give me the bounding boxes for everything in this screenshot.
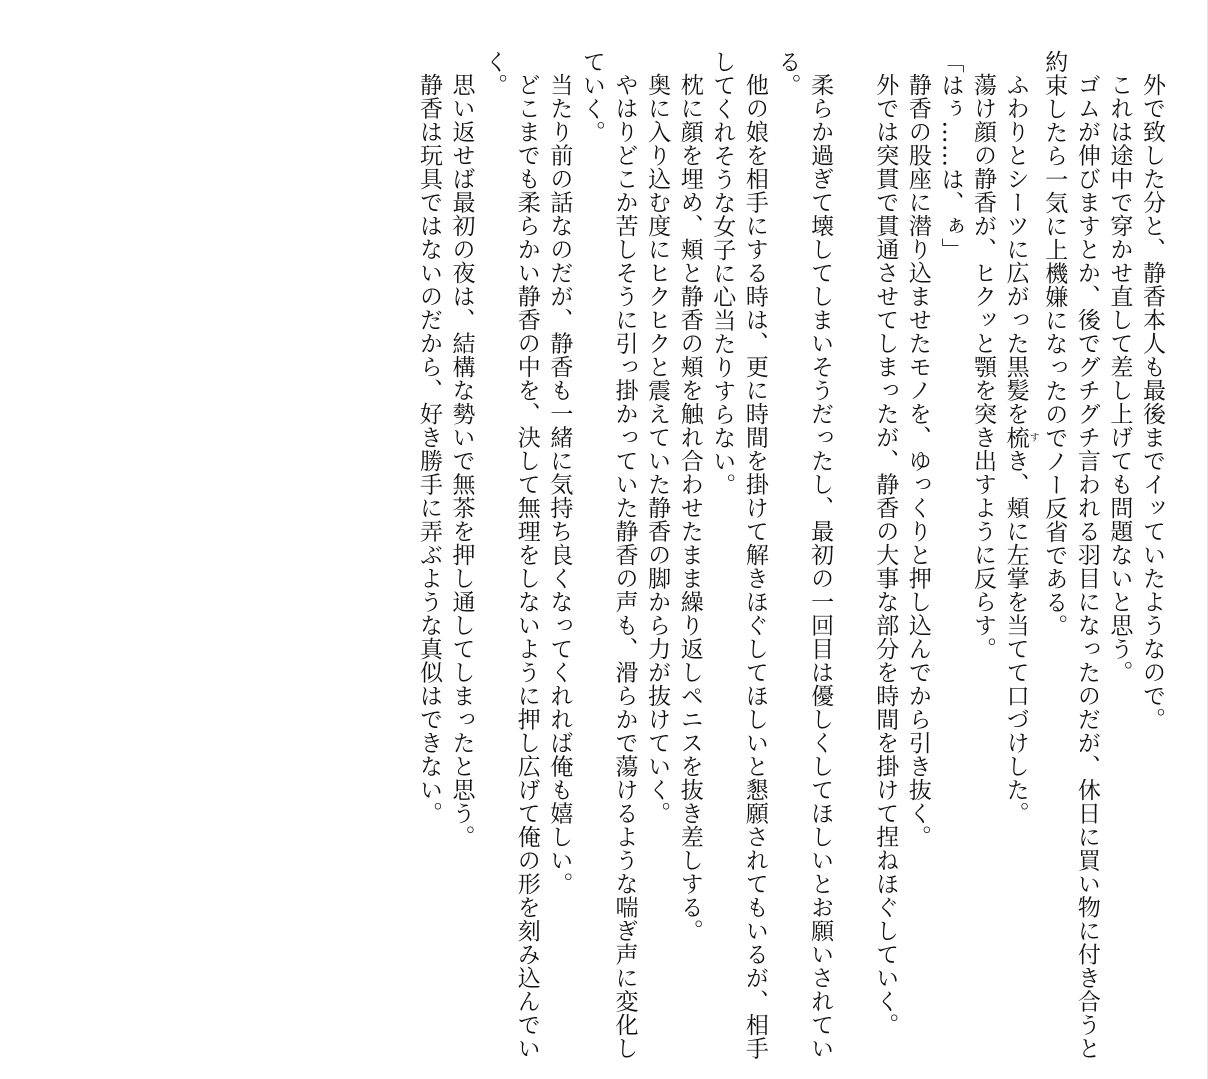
text-segment: ふわりとシーツに広がった黒髪を — [1002, 73, 1029, 426]
paragraph — [999, 50, 1038, 1060]
paragraph: 静香の股座に潜り込ませたモノを、ゆっくりと押し込んでから引き抜く。 — [904, 73, 931, 849]
dialogue-line: 「はぅ……は、ぁ」 — [937, 50, 964, 262]
paragraph: 外で致した分と、静香本人も最後までイッていたようなので。 — [1139, 73, 1165, 731]
paragraph: やはりどこか苦しそうに引っ掛かっていた静香の声も、滑らかで蕩けるような喘ぎ声に変化していく。 — [578, 50, 638, 1060]
paragraph: ゴムが伸びますとか、後でグチグチ言われる羽目になったのだが、休日に買い物に付き合うと約束したら一気に上機嫌になったのでノー反省である。 — [1041, 50, 1100, 1060]
paragraph: 思い返せば最初の夜は、結構な勢いで無茶を押し通してしまったと思う。 — [448, 73, 475, 849]
text-segment: き、頬に左掌を当てて口づけした。 — [1002, 449, 1029, 825]
paragraph: どこまでも柔らかい静香の中を、決して無理をしないように押し広げて俺の形を刻み込んでいく。 — [481, 50, 540, 1060]
paragraph: 柔らか過ぎて壊してしまいそうだったし、最初の一回目は優しくしてほしいとお願いされている。 — [774, 50, 834, 1060]
paragraph: 静香は玩具ではないのだから、好き勝手に弄ぶような真似はできない。 — [415, 73, 442, 825]
paragraph: 当たり前の話なのだが、静香も一緒に気持ち良くなってくれれば俺も嬉しい。 — [546, 73, 573, 896]
paragraph: 他の娘を相手にする時は、更に時間を掛けて解きほぐしてほしいと懇願されてもいるが、相手してくれそうな女子に心当たりすらない。 — [709, 50, 768, 1060]
paragraph: 奥に入り込む度にヒクヒクと震えていた静香の脚から力が抜けていく。 — [644, 73, 671, 825]
vertical-text-body — [412, 50, 1168, 1060]
blank-line — [836, 50, 869, 1060]
paragraph: 蕩け顔の静香が、ヒクッと顎を突き出すように反らす。 — [970, 73, 997, 661]
paragraph: 外では突貫で貫通させてしまったが、静香の大事な部分を時間を掛けて捏ねほぐしていく。 — [872, 73, 899, 1037]
paragraph: これは途中で穿かせ直して差し上げても問題ないと思う。 — [1106, 73, 1133, 684]
ruby-annotation: 梳す — [1002, 425, 1039, 449]
paragraph: 枕に顔を埋め、頬と静香の頬を触れ合わせたまま繰り返しペニスを抜き差しする。 — [676, 73, 703, 943]
